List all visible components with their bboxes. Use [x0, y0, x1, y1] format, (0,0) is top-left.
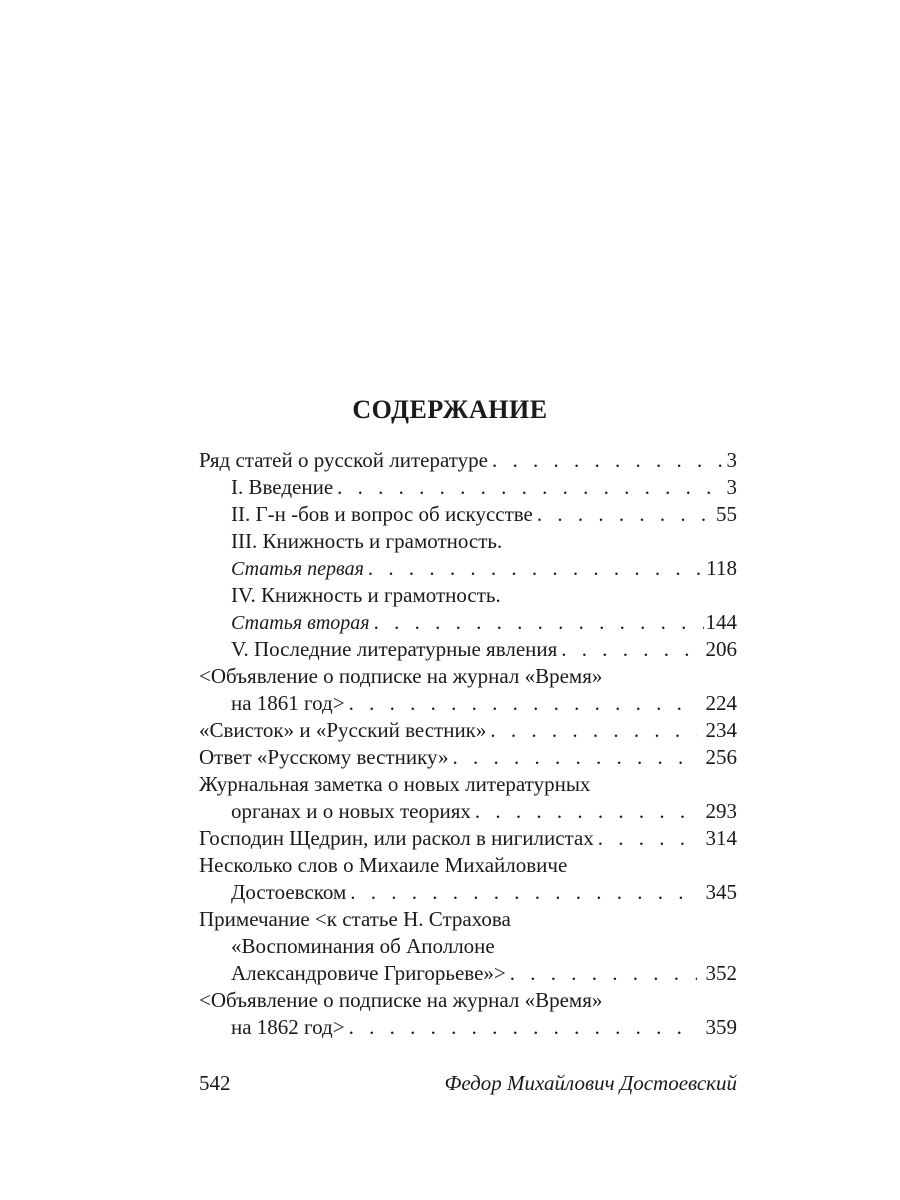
toc-entry	[199, 447, 737, 474]
toc-entry-page: 206	[705, 637, 737, 661]
toc-entry-continuation	[199, 798, 737, 825]
toc-entry	[199, 852, 737, 879]
toc-entry	[199, 744, 737, 771]
toc-entry-page: 55	[716, 502, 737, 526]
toc-entry-continuation	[199, 690, 737, 717]
dot-leader	[345, 1014, 697, 1041]
toc-entry	[199, 636, 737, 663]
toc-entry-continuation	[199, 879, 737, 906]
toc-entry-page: 352	[705, 961, 737, 985]
toc-entry	[199, 582, 737, 609]
toc-entry-title: I. Введение	[231, 475, 334, 499]
dot-leader	[346, 879, 697, 906]
toc-entry-page: 224	[705, 691, 737, 715]
toc-entry	[199, 717, 737, 744]
toc-entry-page: 118	[706, 556, 737, 580]
toc-entry	[199, 474, 737, 501]
dot-leader	[486, 717, 697, 744]
toc-entry-continuation	[199, 1014, 737, 1041]
toc-entry	[199, 663, 737, 690]
toc-entry	[199, 771, 737, 798]
toc-entry-title: Примечание <к статье Н. Страхова	[199, 907, 511, 931]
running-footer-author: Федор Михайлович Достоевский	[444, 1071, 737, 1095]
toc-entry-title-cont: Достоевском	[231, 880, 347, 904]
dot-leader	[471, 798, 697, 825]
toc-entry-title-cont: «Воспоминания об Аполлоне	[231, 934, 495, 958]
toc-entry-title: V. Последние литературные явления	[231, 637, 558, 661]
dot-leader	[333, 474, 724, 501]
dot-leader	[488, 447, 725, 474]
toc-entry-subtitle: Статья первая	[231, 558, 364, 580]
toc-entry-title-cont: органах и о новых теориях	[231, 799, 471, 823]
dot-leader	[557, 636, 703, 663]
toc-entry-title: Журнальная заметка о новых литературных	[199, 772, 591, 796]
toc-entry	[199, 906, 737, 933]
toc-entry-title: <Объявление о подписке на журнал «Время»	[199, 664, 603, 688]
toc-entry-title: «Свисток» и «Русский вестник»	[199, 718, 487, 742]
toc-entry-title: <Объявление о подписке на журнал «Время»	[199, 988, 603, 1012]
toc-entry-continuation	[199, 933, 737, 960]
toc-entry-title: III. Книжность и грамотность.	[231, 529, 503, 553]
toc-entry-title: II. Г-н -бов и вопрос об искусстве	[231, 502, 533, 526]
page-footer	[199, 1071, 737, 1101]
dot-leader	[345, 690, 697, 717]
toc-entry	[199, 528, 737, 555]
dot-leader	[364, 555, 704, 582]
toc-entry-page: 359	[705, 1015, 737, 1039]
toc-entry-title: Господин Щедрин, или раскол в нигилистах	[199, 826, 594, 850]
toc-entry-page: 293	[705, 799, 737, 823]
toc-entry-continuation	[199, 609, 737, 636]
toc-entry-title: Несколько слов о Михаиле Михайловиче	[199, 853, 568, 877]
page-number: 542	[199, 1071, 231, 1095]
dot-leader	[594, 825, 697, 852]
toc-entry-page: 345	[705, 880, 737, 904]
toc-entry-title: IV. Книжность и грамотность.	[231, 583, 501, 607]
toc-entry-continuation	[199, 555, 737, 582]
toc-entry-continuation	[199, 960, 737, 987]
table-of-contents	[199, 447, 737, 1041]
toc-entry	[199, 501, 737, 528]
dot-leader	[506, 960, 697, 987]
toc-entry-title-cont: на 1862 год>	[231, 1015, 345, 1039]
toc-entry-title-cont: на 1861 год>	[231, 691, 345, 715]
dot-leader	[449, 744, 697, 771]
dot-leader	[370, 609, 704, 636]
dot-leader	[533, 501, 714, 528]
toc-entry-title: Ряд статей о русской литературе	[199, 448, 488, 472]
page-title: СОДЕРЖАНИЕ	[352, 395, 548, 424]
toc-entry-page: 234	[705, 718, 737, 742]
toc-entry-page: 3	[726, 448, 737, 472]
toc-entry-title: Ответ «Русскому вестнику»	[199, 745, 449, 769]
toc-entry-title-cont: Александровиче Григорьеве»>	[231, 961, 506, 985]
toc-entry-page: 314	[705, 826, 737, 850]
toc-entry	[199, 825, 737, 852]
toc-entry-page: 3	[726, 475, 737, 499]
toc-entry-subtitle: Статья вторая	[231, 612, 370, 634]
toc-entry	[199, 987, 737, 1014]
toc-entry-page: 256	[705, 745, 737, 769]
toc-entry-page: 144	[705, 610, 737, 634]
